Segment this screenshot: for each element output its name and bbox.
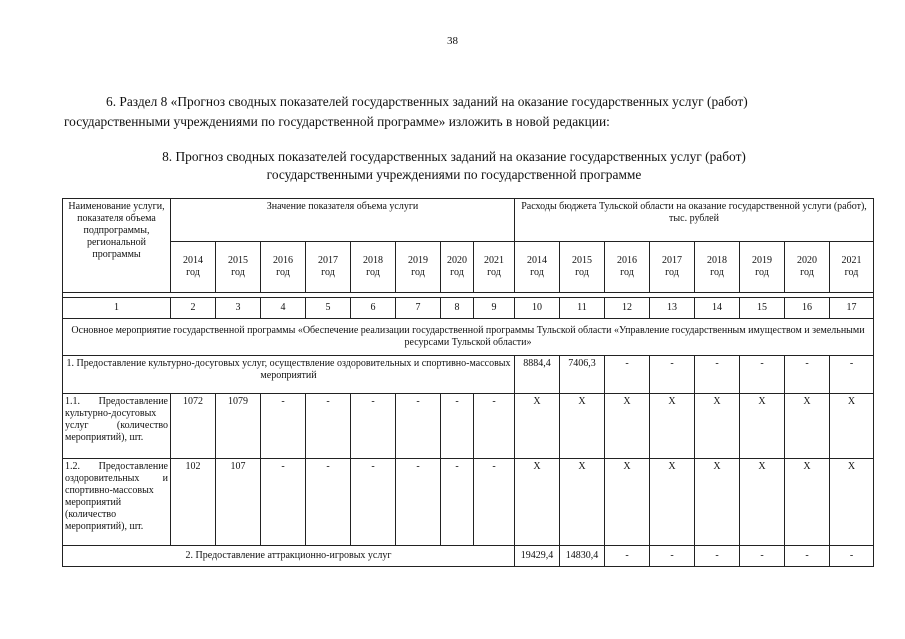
value-cell: - (441, 394, 474, 459)
column-number: 8 (441, 298, 474, 319)
value-cell: - (474, 459, 515, 546)
value-cell: - (351, 459, 396, 546)
expense-cell: - (650, 356, 695, 394)
column-number: 17 (830, 298, 874, 319)
expense-cell: 8884,4 (515, 356, 560, 394)
value-cell: - (261, 394, 306, 459)
expense-cell: X (650, 459, 695, 546)
table-row (63, 356, 874, 394)
column-number: 9 (474, 298, 515, 319)
expense-cell: X (785, 459, 830, 546)
expense-cell: - (695, 356, 740, 394)
value-cell: - (474, 394, 515, 459)
column-number: 7 (396, 298, 441, 319)
volume-year-header: 2014 год (171, 242, 216, 293)
value-cell: - (441, 459, 474, 546)
value-cell: 1079 (216, 394, 261, 459)
expense-cell: X (605, 394, 650, 459)
indicator-name: 1.1. Предоставление культурно-досуговых услуг (количество мероприятий), шт. (63, 394, 171, 459)
expense-cell: - (830, 546, 874, 567)
expense-cell: - (740, 546, 785, 567)
col-name-header: Наименование услуги, показателя объема подпрограммы, региональной программы (63, 199, 171, 293)
expense-cell: X (740, 394, 785, 459)
service-name: 2. Предоставление аттракционно-игровых услуг (63, 546, 515, 567)
expense-cell: X (695, 459, 740, 546)
expense-year-header: 2018 год (695, 242, 740, 293)
expense-cell: X (650, 394, 695, 459)
value-cell: - (306, 459, 351, 546)
column-numbers-row (63, 298, 874, 319)
expense-cell: 14830,4 (560, 546, 605, 567)
expense-cell: 19429,4 (515, 546, 560, 567)
column-number: 16 (785, 298, 830, 319)
intro-paragraph (64, 92, 844, 132)
expense-header: Расходы бюджета Тульской области на оказание государственной услуги (работ), тыс. рублей (515, 199, 874, 242)
column-number: 15 (740, 298, 785, 319)
heading-line-1: 8. Прогноз сводных показателей государственных заданий на оказание государственных услуг (работ) (162, 149, 746, 164)
value-cell: - (306, 394, 351, 459)
expense-cell: X (695, 394, 740, 459)
intro-line-2: государственными учреждениями по государственной программе» изложить в новой редакции: (64, 114, 610, 129)
page-number: 38 (447, 35, 458, 47)
column-number: 10 (515, 298, 560, 319)
column-number: 2 (171, 298, 216, 319)
value-cell: - (396, 394, 441, 459)
value-cell: - (351, 394, 396, 459)
expense-year-header: 2021 год (830, 242, 874, 293)
value-cell: 107 (216, 459, 261, 546)
table-row (63, 394, 874, 459)
year-header-row (63, 242, 874, 293)
section-heading (64, 148, 844, 184)
expense-cell: - (740, 356, 785, 394)
column-number: 4 (261, 298, 306, 319)
value-cell: - (396, 459, 441, 546)
expense-year-header: 2017 год (650, 242, 695, 293)
value-cell: - (261, 459, 306, 546)
value-cell: 102 (171, 459, 216, 546)
expense-cell: - (830, 356, 874, 394)
expense-year-header: 2014 год (515, 242, 560, 293)
expense-year-header: 2015 год (560, 242, 605, 293)
expense-cell: - (785, 356, 830, 394)
expense-cell: - (605, 356, 650, 394)
expense-cell: X (785, 394, 830, 459)
table-row (63, 546, 874, 567)
column-number: 12 (605, 298, 650, 319)
column-number: 5 (306, 298, 351, 319)
volume-year-header: 2015 год (216, 242, 261, 293)
column-number: 1 (63, 298, 171, 319)
heading-line-2: государственными учреждениями по государственной программе (266, 167, 642, 182)
expense-cell: X (560, 394, 605, 459)
expense-cell: X (515, 394, 560, 459)
expense-year-header: 2020 год (785, 242, 830, 293)
expense-cell: 7406,3 (560, 356, 605, 394)
volume-year-header: 2020 год (441, 242, 474, 293)
service-name: 1. Предоставление культурно-досуговых услуг, осуществление оздоровительных и спортивно-массовых мероприятий (63, 356, 515, 394)
value-cell: 1072 (171, 394, 216, 459)
table-row (63, 459, 874, 546)
volume-year-header: 2021 год (474, 242, 515, 293)
section-title: Основное мероприятие государственной программы «Обеспечение реализации государственной программы Тульской области «Управление государственным имуществом и земельными ресурсами Тульской области» (63, 319, 874, 356)
column-number: 14 (695, 298, 740, 319)
volume-year-header: 2019 год (396, 242, 441, 293)
expense-cell: - (785, 546, 830, 567)
expense-cell: X (515, 459, 560, 546)
expense-year-header: 2016 год (605, 242, 650, 293)
column-number: 3 (216, 298, 261, 319)
expense-cell: X (560, 459, 605, 546)
column-number: 6 (351, 298, 396, 319)
indicator-name: 1.2. Предоставление оздоровительных и спортивно-массовых мероприятий (количество мероприятий), шт. (63, 459, 171, 546)
expense-cell: X (830, 394, 874, 459)
expense-cell: - (605, 546, 650, 567)
expense-cell: - (650, 546, 695, 567)
expense-cell: X (740, 459, 785, 546)
volume-header: Значение показателя объема услуги (171, 199, 515, 242)
column-number: 11 (560, 298, 605, 319)
expense-cell: - (695, 546, 740, 567)
intro-line-1: 6. Раздел 8 «Прогноз сводных показателей государственных заданий на оказание государственных услуг (работ) (106, 94, 748, 109)
volume-year-header: 2017 год (306, 242, 351, 293)
expense-cell: X (605, 459, 650, 546)
column-number: 13 (650, 298, 695, 319)
expense-cell: X (830, 459, 874, 546)
expense-year-header: 2019 год (740, 242, 785, 293)
forecast-table (62, 198, 874, 567)
volume-year-header: 2016 год (261, 242, 306, 293)
volume-year-header: 2018 год (351, 242, 396, 293)
